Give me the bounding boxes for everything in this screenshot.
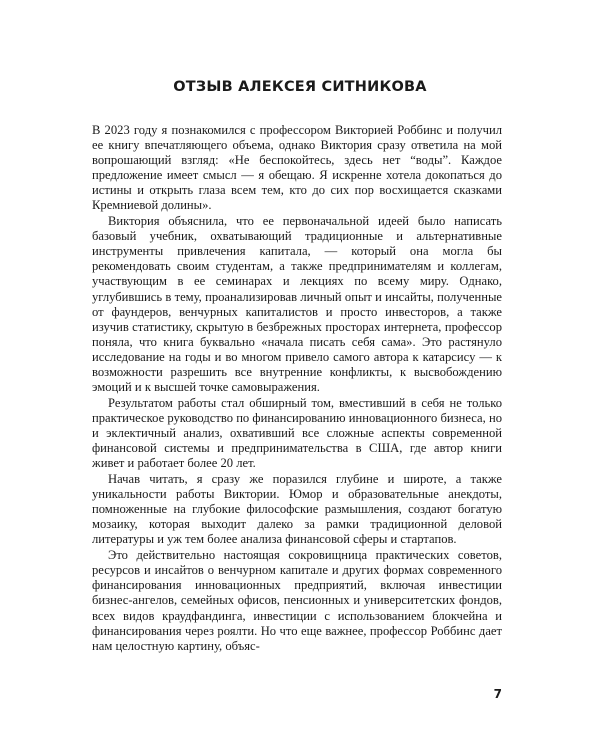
page-number: 7 <box>493 687 502 701</box>
paragraph: В 2023 году я познакомился с профессором Викторией Роббинс и получил ее книгу впечатляющего объема, однако Виктория сразу ответила на мой вопрошающий взгляд: «Не беспокойтесь, здесь нет “воды”. Каждое предложение имеет смысл — я обещаю. Я искренне хотела докопаться до истины и открыть глаза всем тем, кто до сих пор восхищается сказками Кремниевой долины». <box>92 123 502 213</box>
paragraph: Начав читать, я сразу же поразился глубине и широте, а также уникальности работы Виктории. Юмор и образовательные анекдоты, помноженные на глубокие философские размышления, создают богатую мозаику, которая выходит далеко за рамки традиционной деловой литературы и уж тем более анализа финансовой сферы и стартапов. <box>92 472 502 547</box>
paragraph: Это действительно настоящая сокровищница практических советов, ресурсов и инсайтов о венчурном капитале и других формах современного финансирования инновационных предприятий, включая инвестиции бизнес-ангелов, семейных офисов, пенсионных и университетских фондов, всех видов краудфандинга, инвестиции с использованием блокчейна и финансирования через роялти. Но что еще важнее, профессор Роббинс дает нам целостную картину, объяс- <box>92 548 502 653</box>
chapter-title: ОТЗЫВ АЛЕКСЕЯ СИТНИКОВА <box>173 79 427 95</box>
paragraph: Виктория объяснила, что ее первоначальной идеей было написать базовый учебник, охватывающий традиционные и альтернативные инструменты привлечения капитала, — который она могла бы рекомендовать своим студентам, а также предпринимателям и коллегам, участвующим в ее семинарах и лекциях по всему миру. Однако, углубившись в тему, проанализировав личный опыт и инсайты, полученные от фаундеров, венчурных капиталистов и просто инвесторов, а также изучив статистику, скрытую в безбрежных просторах интернета, профессор поняла, что книга буквально «начала писать себя сама». Это растянуло исследование на годы и во многом привело самого автора к катарсису — к возможности разрешить все внутренние конфликты, к высвобождению эмоций и к высшей точке самовыражения. <box>92 214 502 394</box>
body-text <box>92 123 502 655</box>
paragraph: Результатом работы стал обширный том, вместивший в себя не только практическое руководство по финансированию инновационного бизнеса, но и эклектичный анализ, охвативший все сложные аспекты современной финансовой системы и предпринимательства в США, где автор книги живет и работает более 20 лет. <box>92 395 502 471</box>
